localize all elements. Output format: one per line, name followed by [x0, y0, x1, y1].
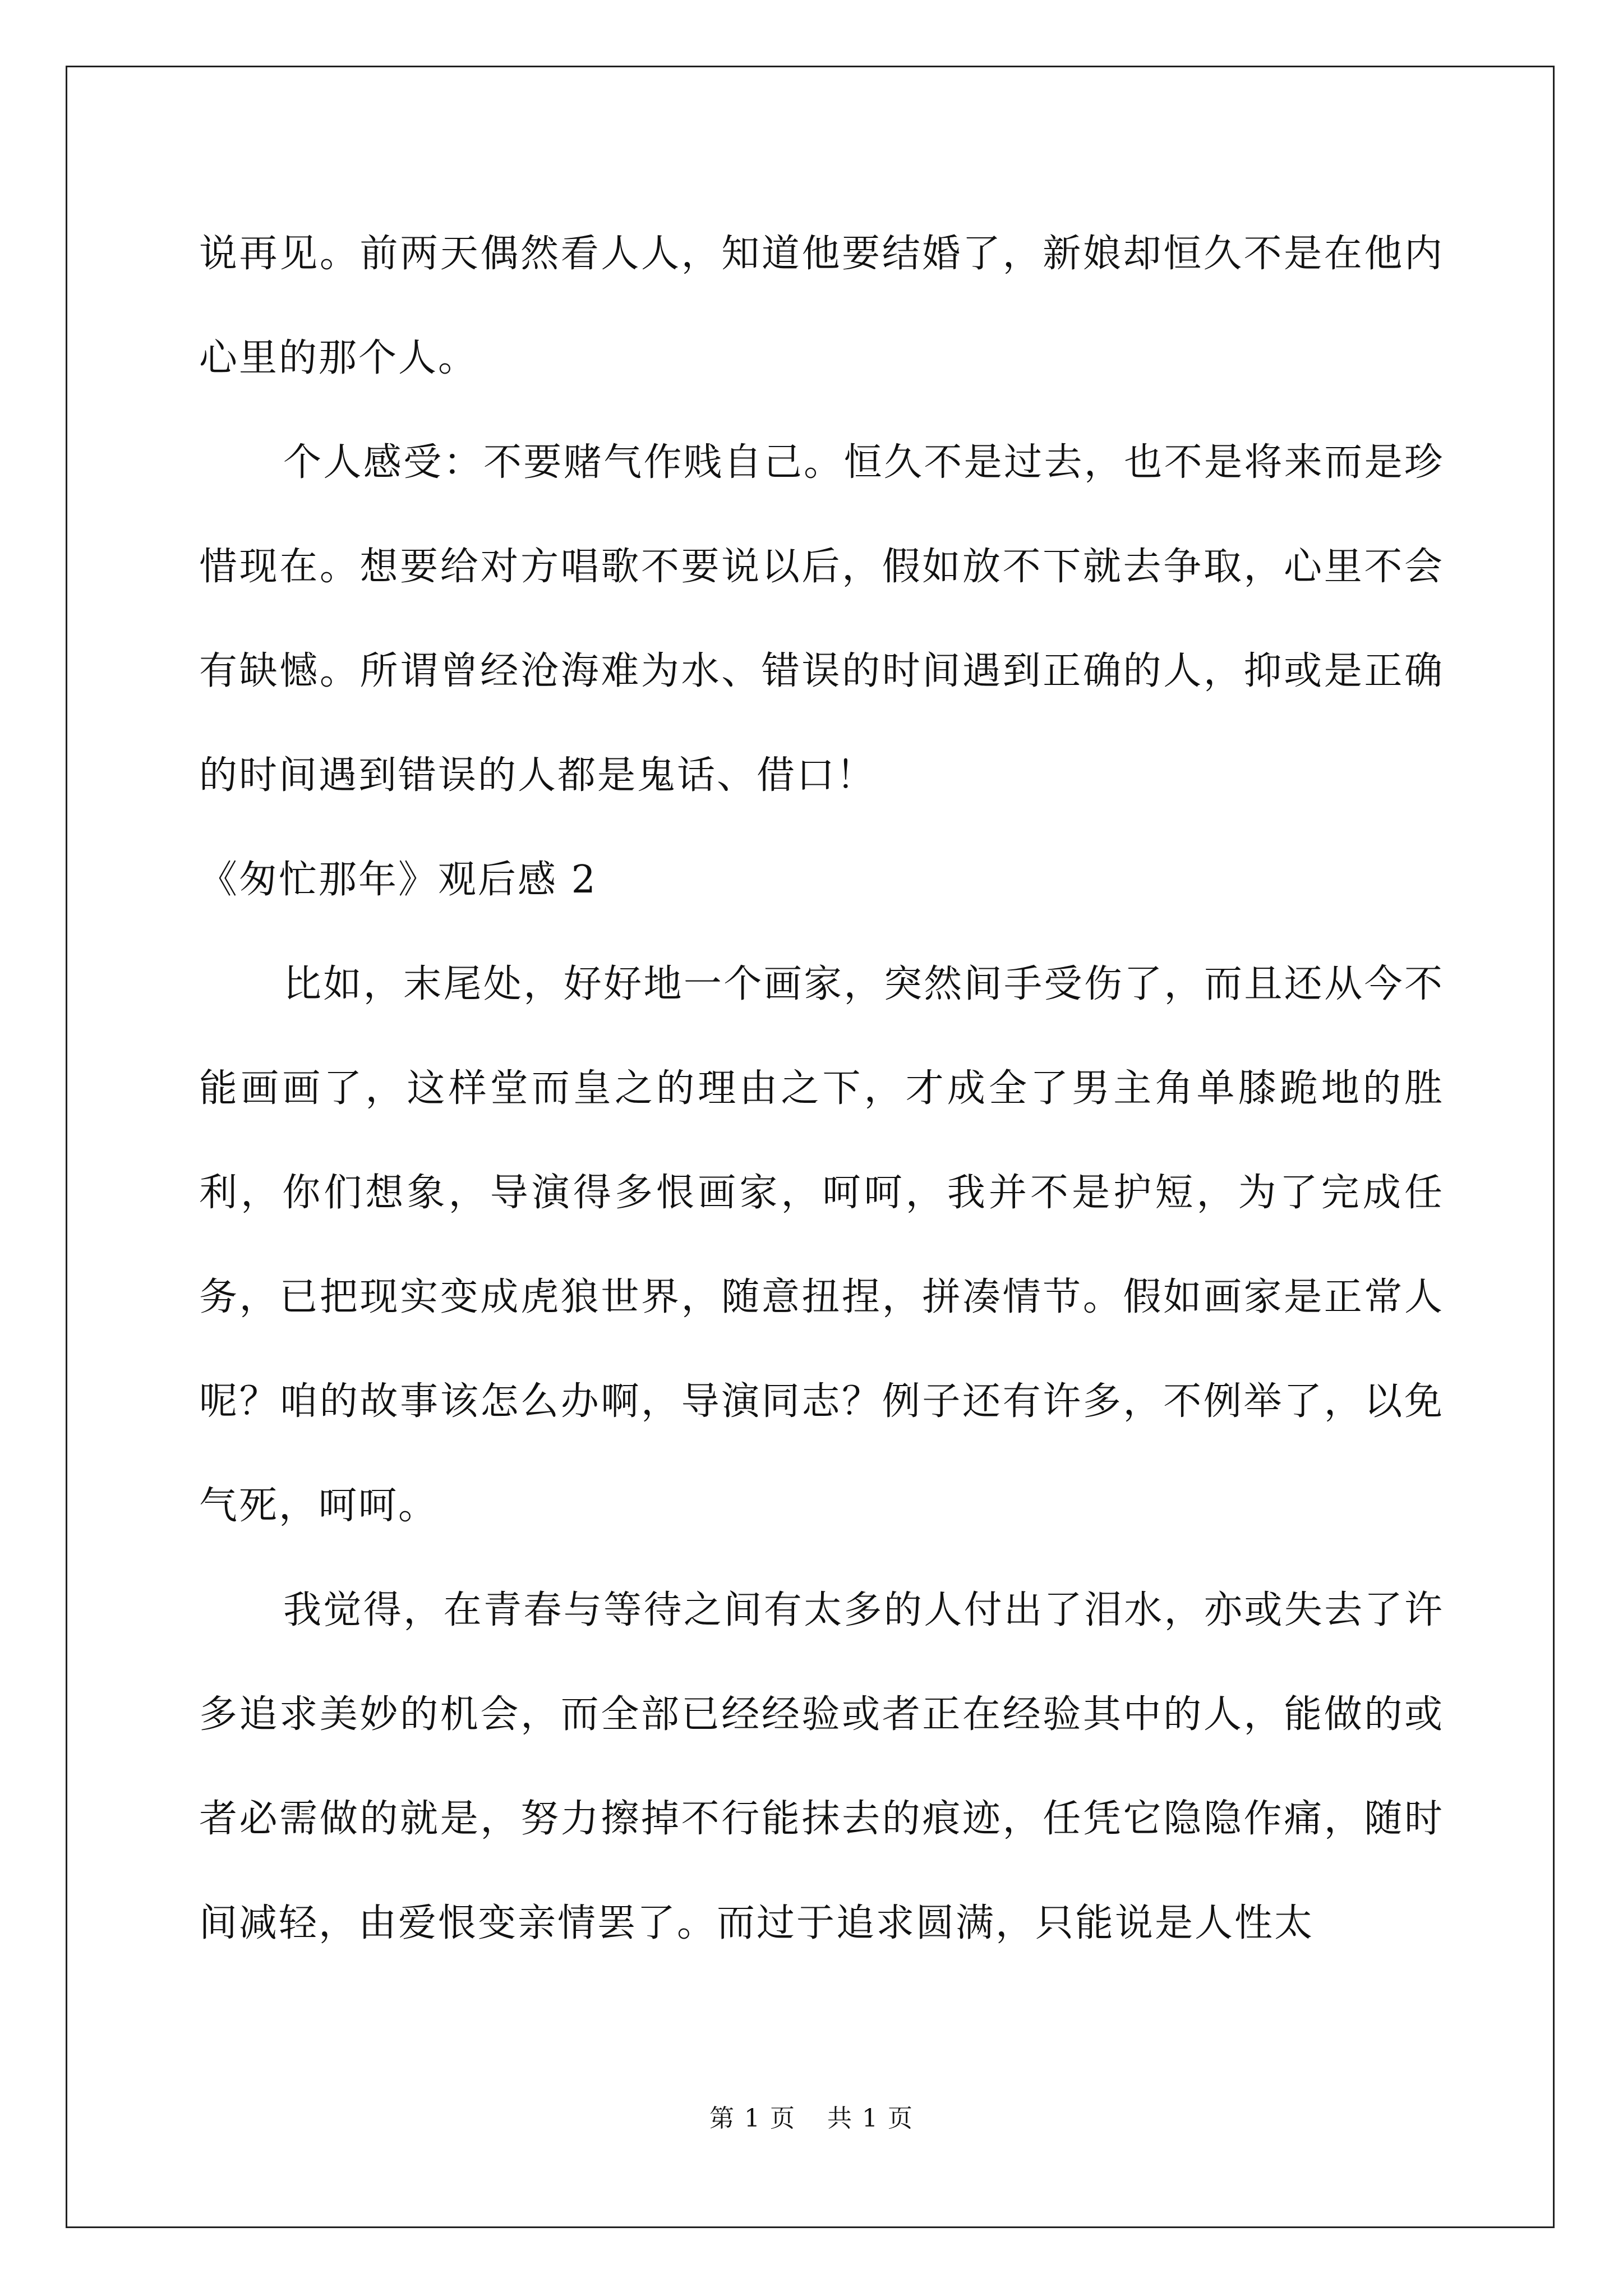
- paragraph-1: 说再见。前两天偶然看人人，知道他要结婚了，新娘却恒久不是在他内心里的那个人。: [199, 232, 1444, 380]
- document-body: [199, 202, 1444, 1976]
- section-heading: 《匆忙那年》观后感 2: [199, 858, 597, 902]
- paragraph-3: 比如，末尾处，好好地一个画家，突然间手受伤了，而且还从今不能画画了，这样堂而皇之的理由之下，才成全了男主角单膝跪地的胜利，你们想象，导演得多恨画家，呵呵，我并不是护短，为了完成任务，已把现实变成虎狼世界，随意扭捏，拼凑情节。假如画家是正常人呢？咱的故事该怎么办啊，导演同志？例子还有许多，不例举了，以免气死，呵呵。: [199, 962, 1444, 1528]
- page-number: 第 1 页: [709, 2104, 796, 2133]
- paragraph-4: 我觉得，在青春与等待之间有太多的人付出了泪水，亦或失去了许多追求美妙的机会，而全部已经经验或者正在经验其中的人，能做的或者必需做的就是，努力擦掉不行能抹去的痕迹，任凭它隐隐作痛，随时间减轻，由爱恨变亲情罢了。而过于追求圆满，只能说是人性太: [199, 1588, 1444, 1945]
- paragraph-2: 个人感受：不要赌气作贱自己。恒久不是过去，也不是将来而是珍惜现在。想要给对方唱歌不要说以后，假如放不下就去争取，心里不会有缺憾。所谓曾经沧海难为水、错误的时间遇到正确的人，抑或是正确的时间遇到错误的人都是鬼话、借口！: [199, 440, 1444, 798]
- page-footer: [0, 2098, 1623, 2134]
- page-total: 共 1 页: [827, 2104, 914, 2133]
